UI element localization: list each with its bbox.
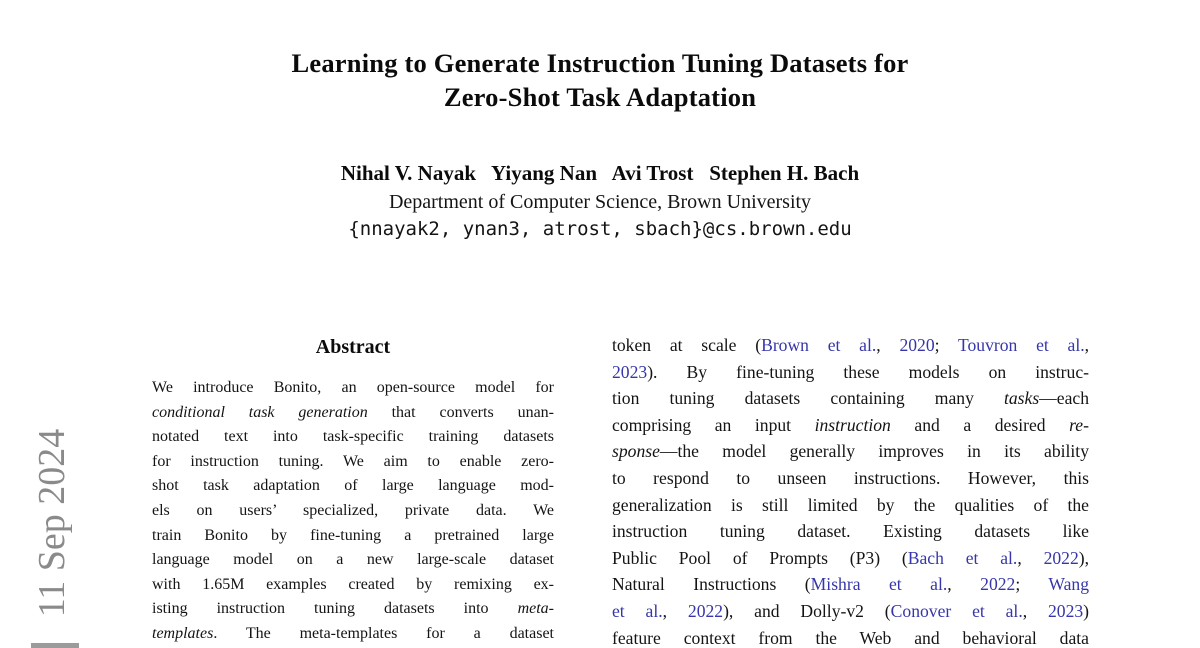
email-line: {nnayak2, ynan3, atrost, sbach}@cs.brown.edu [348, 218, 852, 240]
abstract-line: notated text into task-specific training datasets [152, 428, 554, 446]
paper-title-line2: Zero-Shot Task Adaptation [443, 82, 757, 112]
citation-link[interactable]: 2023 [612, 361, 648, 382]
citation-link[interactable]: 2023 [1047, 600, 1084, 621]
arxiv-watermark-date: 11 Sep 2024 [31, 428, 73, 618]
italic-text: tasks [1003, 388, 1040, 409]
citation-link[interactable]: Conover et al. [890, 600, 1023, 621]
italic-text: re- [1069, 414, 1089, 435]
body-line: Natural Instructions (Mishra et al., 2022; Wang [612, 574, 1089, 595]
body-line: 2023). By fine-tuning these models on instruc- [612, 361, 1089, 382]
abstract-line: We introduce Bonito, an open-source model for [152, 379, 554, 396]
body-line: to respond to unseen instructions. However, this [612, 467, 1089, 488]
italic-text: sponse [612, 441, 660, 462]
arxiv-watermark-fragment [31, 643, 79, 648]
citation-link[interactable]: 2022 [980, 574, 1016, 595]
citation-link[interactable]: 2022 [687, 600, 724, 621]
italic-text: conditional task generation [152, 403, 368, 421]
affiliation-line: Department of Computer Science, Brown University [388, 191, 812, 213]
body-line: tion tuning datasets containing many tasks—each [612, 388, 1089, 409]
body-line: feature context from the Web and behavioral data [612, 627, 1089, 648]
body-line: Public Pool of Prompts (P3) (Bach et al., 2022), [612, 547, 1089, 568]
body-line: sponse—the model generally improves in its ability [612, 441, 1089, 462]
abstract-line: shot task adaptation of large language mod- [152, 477, 554, 495]
citation-link[interactable]: 2020 [899, 335, 935, 355]
body-line: generalization is still limited by the qualities of the [612, 494, 1089, 515]
citation-link[interactable]: Wang [1048, 574, 1089, 595]
citation-link[interactable]: Touvron et al. [957, 335, 1085, 355]
italic-text: instruction [814, 414, 891, 435]
abstract-body [152, 376, 554, 648]
abstract-line: with 1.65M examples created by remixing ex- [152, 575, 554, 593]
italic-text: templates [152, 624, 214, 642]
abstract-line: train Bonito by fine-tuning a pretrained large [152, 526, 554, 544]
citation-link[interactable]: Brown et al. [761, 335, 877, 355]
abstract-line: for instruction tuning. We aim to enable zero- [152, 452, 554, 470]
abstract-line: templates. The meta-templates for a dataset [152, 624, 554, 642]
introduction-column [612, 332, 1089, 648]
paper-title-line1: Learning to Generate Instruction Tuning Datasets for [291, 48, 909, 78]
body-line: comprising an input instruction and a desired re- [612, 414, 1089, 435]
citation-link[interactable]: 2022 [1043, 547, 1079, 568]
body-line: instruction tuning dataset. Existing datasets like [612, 521, 1089, 542]
abstract-heading: Abstract [315, 336, 391, 358]
citation-link[interactable]: et al. [612, 600, 663, 621]
citation-link[interactable]: Mishra et al. [810, 574, 948, 595]
body-line: token at scale (Brown et al., 2020; Touvron et al., [612, 335, 1089, 355]
abstract-line: els on users’ specialized, private data. We [152, 501, 554, 519]
citation-link[interactable]: Bach et al. [907, 547, 1018, 568]
body-line: et al., 2022), and Dolly-v2 (Conover et al., 2023) [612, 600, 1089, 621]
authors-line: Nihal V. Nayak Yiyang Nan Avi Trost Stephen H. Bach [340, 161, 860, 185]
abstract-line: language model on a new large-scale dataset [152, 551, 554, 569]
italic-text: meta- [517, 600, 554, 618]
abstract-line: conditional task generation that converts unan- [152, 403, 554, 421]
abstract-line: isting instruction tuning datasets into meta- [152, 600, 554, 618]
